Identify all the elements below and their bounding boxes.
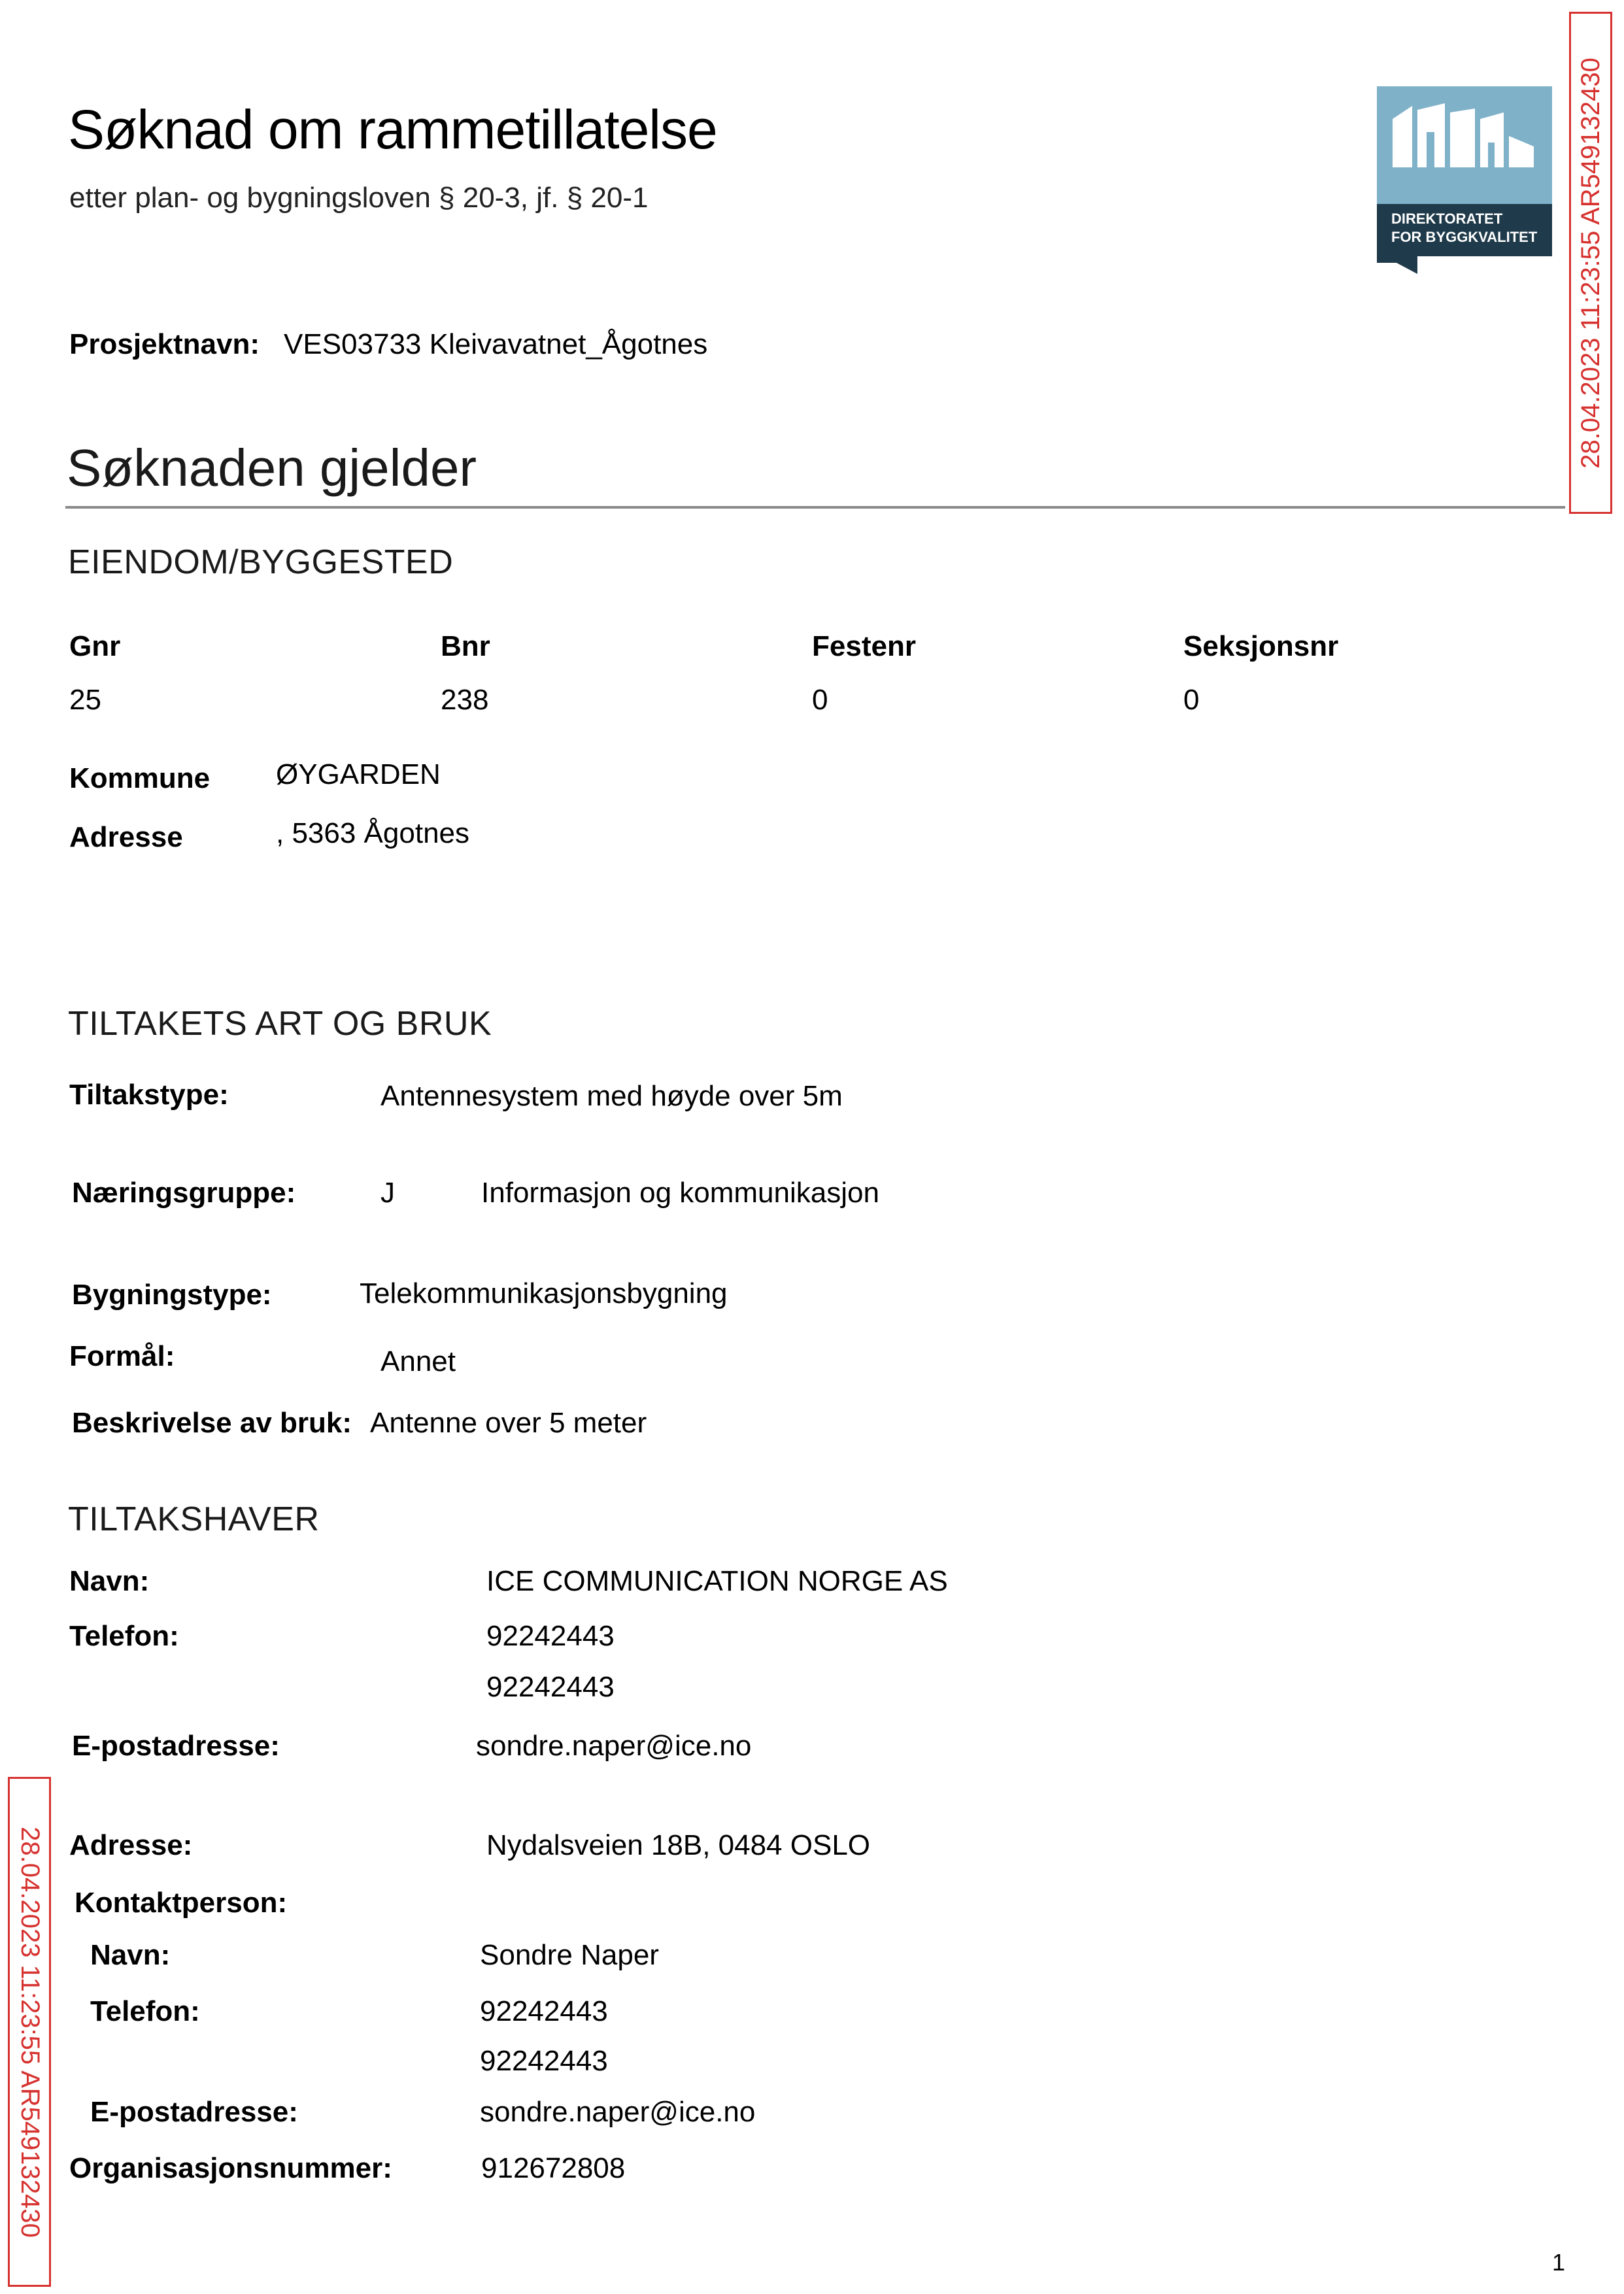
archive-stamp-top [1569,12,1612,514]
kp-navn-label: Navn: [90,1939,171,1971]
kp-epost-value: sondre.naper@ice.no [480,2096,756,2128]
page-number: 1 [1552,2249,1566,2276]
tiltakstype-label: Tiltakstype: [69,1079,229,1111]
kp-telefon-value-1: 92242443 [480,1995,608,2027]
col-header-bnr: Bnr [441,630,490,662]
th-telefon-value-1: 92242443 [486,1620,615,1652]
heading-divider [65,506,1565,509]
th-epost-label: E-postadresse: [72,1730,280,1762]
kp-telefon-value-2: 92242443 [480,2045,608,2077]
section-heading-applies: Søknaden gjelder [67,439,477,497]
col-header-gnr: Gnr [69,630,121,662]
th-navn-value: ICE COMMUNICATION NORGE AS [486,1565,948,1597]
tiltakstype-value: Antennesystem med høyde over 5m [381,1080,843,1112]
formal-value: Annet [381,1345,456,1377]
bygningstype-value: Telekommunikasjonsbygning [360,1277,728,1309]
project-label: Prosjektnavn: [69,328,260,360]
kp-epost-label: E-postadresse: [90,2096,298,2128]
naeringsgruppe-code: J [381,1177,395,1209]
th-adresse-value: Nydalsveien 18B, 0484 OSLO [486,1829,871,1861]
archive-stamp-top-text: 28.04.2023 11:23:55 AR549132430 [1576,57,1605,469]
bygningstype-label: Bygningstype: [72,1279,272,1311]
orgnr-label: Organisasjonsnummer: [69,2152,392,2184]
archive-stamp-bottom [8,1777,51,2287]
kp-telefon-label: Telefon: [90,1995,200,2027]
th-telefon-value-2: 92242443 [486,1671,615,1703]
dibk-logo [1377,86,1552,274]
value-gnr: 25 [69,684,101,716]
th-adresse-label: Adresse: [69,1829,193,1861]
section-heading-tiltak: TILTAKETS ART OG BRUK [68,1005,492,1043]
logo-text-line2: FOR BYGGKVALITET [1391,229,1538,245]
orgnr-value: 912672808 [481,2152,626,2184]
section-heading-property: EIENDOM/BYGGESTED [68,543,454,581]
beskrivelse-value: Antenne over 5 meter [370,1407,647,1439]
naeringsgruppe-value: Informasjon og kommunikasjon [481,1177,879,1209]
th-epost-value: sondre.naper@ice.no [476,1730,752,1762]
document-title: Søknad om rammetillatelse [68,99,717,160]
beskrivelse-label: Beskrivelse av bruk: [72,1407,352,1439]
th-telefon-label: Telefon: [69,1620,179,1652]
formal-label: Formål: [69,1340,175,1372]
logo-text-line1: DIREKTORATET [1391,211,1503,227]
adresse-value: , 5363 Ågotnes [276,817,470,849]
value-bnr: 238 [441,684,489,716]
col-header-seksjonsnr: Seksjonsnr [1183,630,1339,662]
value-seksjonsnr: 0 [1183,684,1200,716]
section-heading-tiltakshaver: TILTAKSHAVER [68,1500,320,1538]
kommune-value: ØYGARDEN [276,758,441,790]
kommune-label: Kommune [69,762,211,794]
project-value: VES03733 Kleivavatnet_Ågotnes [284,328,708,360]
document-subtitle: etter plan- og bygningsloven § 20-3, jf. § 20-1 [69,182,649,214]
naeringsgruppe-label: Næringsgruppe: [72,1177,296,1209]
value-festenr: 0 [812,684,828,716]
col-header-festenr: Festenr [812,630,916,662]
kontaktperson-label: Kontaktperson: [75,1887,288,1919]
th-navn-label: Navn: [69,1565,150,1597]
archive-stamp-bottom-text: 28.04.2023 11:23:55 AR549132430 [15,1826,44,2238]
kp-navn-value: Sondre Naper [480,1939,659,1971]
adresse-label: Adresse [69,821,183,853]
